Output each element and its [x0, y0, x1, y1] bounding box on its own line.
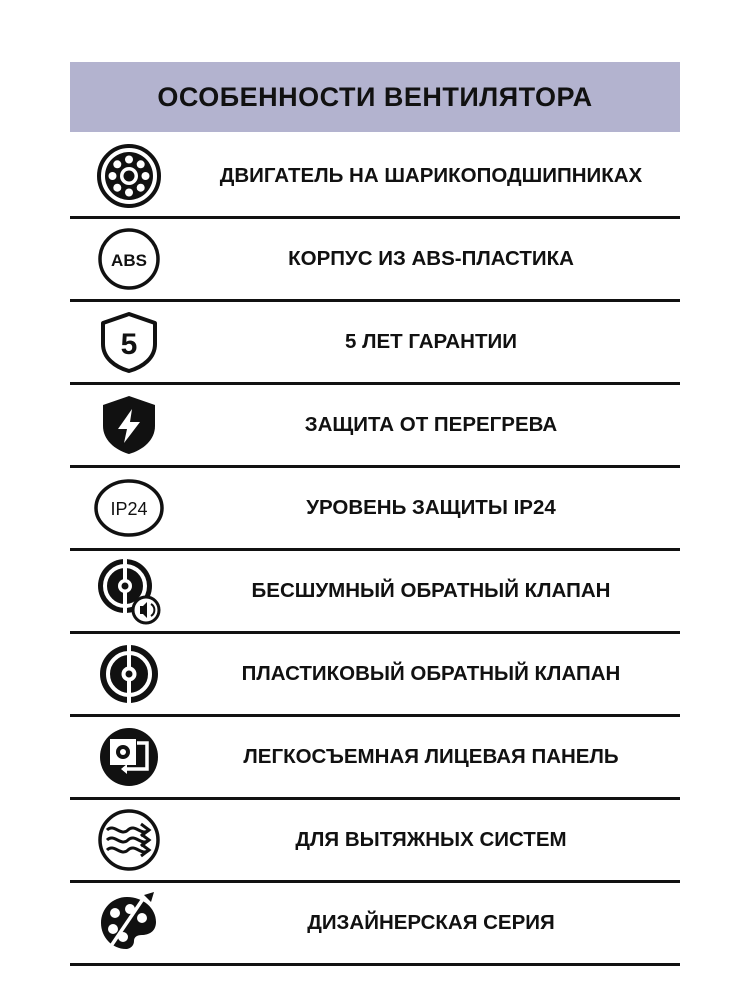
svg-text:5: 5 — [120, 328, 138, 361]
svg-text:IP24: IP24 — [110, 499, 148, 519]
feature-label: ДЛЯ ВЫТЯЖНЫХ СИСТЕМ — [295, 827, 567, 851]
abs-plastic-icon — [70, 219, 188, 299]
feature-label-cell — [188, 634, 680, 714]
feature-label: КОРПУС ИЗ ABS-ПЛАСТИКА — [288, 246, 574, 270]
feature-label: 5 ЛЕТ ГАРАНТИИ — [345, 329, 517, 353]
feature-label-cell — [188, 800, 680, 880]
silent-check-valve-icon — [70, 551, 188, 631]
overheat-protection-shield-icon — [70, 385, 188, 465]
feature-row — [70, 219, 680, 302]
feature-label-cell — [188, 883, 680, 963]
feature-label: БЕСШУМНЫЙ ОБРАТНЫЙ КЛАПАН — [251, 578, 611, 602]
feature-row — [70, 800, 680, 883]
feature-row — [70, 136, 680, 219]
feature-row — [70, 883, 680, 966]
feature-row — [70, 551, 680, 634]
feature-label-cell — [188, 302, 680, 382]
feature-label-cell — [188, 551, 680, 631]
removable-front-panel-icon — [70, 717, 188, 797]
feature-row — [70, 468, 680, 551]
feature-label: ЗАЩИТА ОТ ПЕРЕГРЕВА — [304, 412, 558, 436]
feature-label: ПЛАСТИКОВЫЙ ОБРАТНЫЙ КЛАПАН — [241, 661, 621, 685]
exhaust-systems-icon — [70, 800, 188, 880]
warranty-shield-5-icon — [70, 302, 188, 382]
feature-label: ДИЗАЙНЕРСКАЯ СЕРИЯ — [307, 910, 555, 934]
page-title: ОСОБЕННОСТИ ВЕНТИЛЯТОРА — [157, 81, 593, 112]
feature-label-cell — [188, 219, 680, 299]
feature-label: ДВИГАТЕЛЬ НА ШАРИКОПОДШИПНИКАХ — [219, 163, 643, 187]
poster-header — [70, 62, 680, 132]
feature-label-cell — [188, 136, 680, 216]
feature-label-cell — [188, 717, 680, 797]
feature-label: ЛЕГКОСЪЕМНАЯ ЛИЦЕВАЯ ПАНЕЛЬ — [243, 744, 619, 768]
feature-rows — [70, 136, 680, 966]
feature-label-cell — [188, 468, 680, 548]
feature-row — [70, 634, 680, 717]
feature-label-cell — [188, 385, 680, 465]
plastic-check-valve-icon — [70, 634, 188, 714]
svg-text:ABS: ABS — [111, 251, 147, 270]
feature-row — [70, 302, 680, 385]
feature-label: УРОВЕНЬ ЗАЩИТЫ IP24 — [306, 495, 556, 519]
feature-row — [70, 717, 680, 800]
feature-row — [70, 385, 680, 468]
ball-bearing-icon — [70, 136, 188, 216]
designer-series-palette-icon — [70, 883, 188, 963]
ip24-protection-icon — [70, 468, 188, 548]
